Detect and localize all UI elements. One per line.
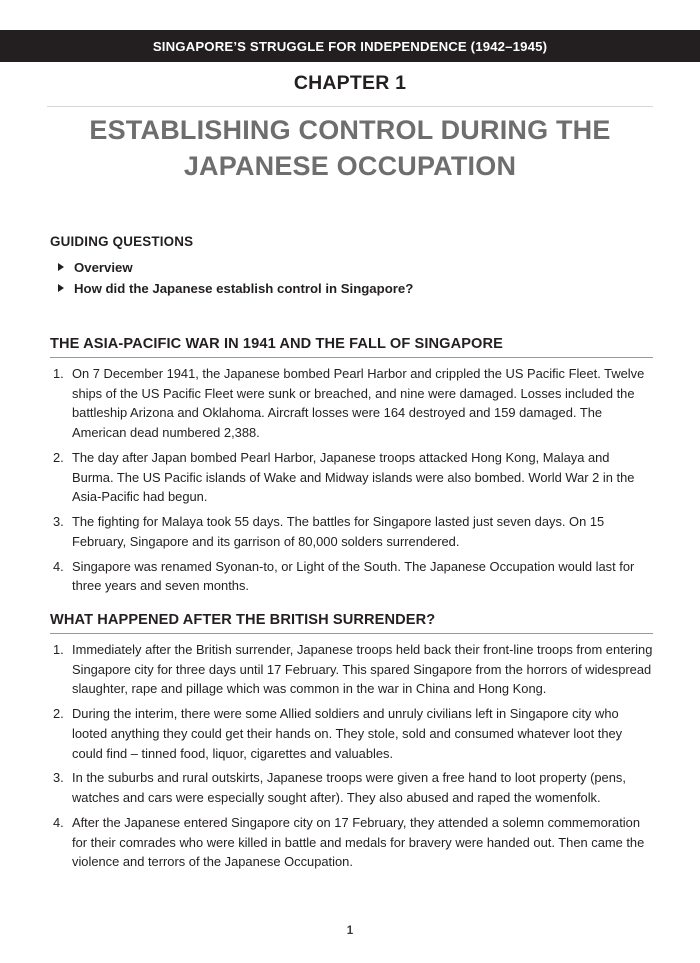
numbered-list — [50, 640, 653, 872]
list-item — [50, 813, 653, 872]
list-item-number: 2. — [53, 449, 64, 465]
guiding-questions-list — [50, 257, 650, 300]
list-item-text: In the suburbs and rural outskirts, Japanese troops were given a free hand to loot property (pens, watches and cars were especially sought after). They also abused and raped the womenfolk. — [72, 770, 626, 806]
list-item-number: 1. — [53, 366, 64, 381]
list-item-text: After the Japanese entered Singapore city on 17 February, they attended a solemn commemoration for their comrades who were killed in battle and medals for bravery were handed out. Then came the violence and terrors of the Japanese Occupation. — [72, 814, 645, 870]
section-asia-pacific-war — [50, 336, 653, 596]
list-item-text: The day after Japan bombed Pearl Harbor, Japanese troops attacked Hong Kong, Malaya and Burma. The US Pacific islands of Wake and Midway islands were also bombed. World War 2 in the Asia-Pacific had begun. — [72, 449, 635, 505]
title-divider — [47, 106, 653, 107]
list-item-text: Singapore was renamed Syonan-to, or Light of the South. The Japanese Occupation would last for three years and seven months. — [72, 558, 635, 594]
chapter-label: CHAPTER 1 — [293, 72, 407, 94]
page-title-line-2: JAPANESE OCCUPATION — [183, 150, 517, 181]
running-head-bar — [0, 30, 700, 62]
list-item-number: 3. — [53, 770, 64, 786]
list-item — [50, 768, 653, 807]
list-item — [50, 557, 653, 596]
list-item — [50, 640, 653, 699]
section-after-british-surrender — [50, 612, 653, 872]
list-item-number: 2. — [53, 706, 64, 722]
triangle-right-icon — [58, 284, 64, 292]
section-heading: WHAT HAPPENED AFTER THE BRITISH SURRENDER? — [50, 612, 653, 634]
page-number: 1 — [346, 925, 354, 937]
triangle-right-icon — [58, 263, 64, 271]
list-item-text: During the interim, there were some Allied soldiers and unruly civilians left in Singapore city who looted anything they could get their hands on. They stole, sold and consumed whatever loot they could find – tinned food, liquor, cigarettes and valuables. — [72, 706, 623, 761]
guiding-question-label: Overview — [74, 260, 133, 275]
list-item — [50, 278, 650, 299]
list-item-text: On 7 December 1941, the Japanese bombed Pearl Harbor and crippled the US Pacific Fleet. Twelve ships of the US Pacific Fleet were sunk or breached, and nine were damaged. Losses included the battleship Arizona and Oklahoma. Aircraft losses were 164 destroyed and 159 damaged. The American dead numbered 2,388. — [72, 366, 645, 441]
list-item — [50, 448, 653, 507]
numbered-list — [50, 364, 653, 596]
list-item-number: 1. — [53, 642, 64, 657]
list-item-number: 4. — [53, 558, 64, 574]
guiding-question-label: How did the Japanese establish control in Singapore? — [74, 281, 414, 297]
list-item-number: 4. — [53, 814, 64, 830]
list-item — [50, 257, 650, 278]
running-head-text: SINGAPORE’S STRUGGLE FOR INDEPENDENCE (1942–1945) — [152, 38, 548, 54]
list-item-text: Immediately after the British surrender, Japanese troops held back their front-line troops from entering Singapore city for three days until 17 February. This spared Singapore from the horrors of widespread slaughter, rape and pillage which was common in the war in China and Hong Kong. — [72, 642, 653, 697]
list-item-text: The fighting for Malaya took 55 days. The battles for Singapore lasted just seven days. On 15 February, Singapore and its garrison of 80,000 solders surrendered. — [72, 514, 605, 549]
section-heading: THE ASIA-PACIFIC WAR IN 1941 AND THE FALL OF SINGAPORE — [50, 336, 653, 358]
list-item — [50, 512, 653, 551]
page-title-line-1: ESTABLISHING CONTROL DURING THE — [89, 115, 611, 145]
page-title — [60, 113, 640, 184]
list-item — [50, 704, 653, 763]
list-item-number: 3. — [53, 514, 64, 530]
guiding-questions-heading: GUIDING QUESTIONS — [50, 234, 194, 249]
guiding-questions-block — [50, 234, 650, 300]
list-item — [50, 364, 653, 443]
